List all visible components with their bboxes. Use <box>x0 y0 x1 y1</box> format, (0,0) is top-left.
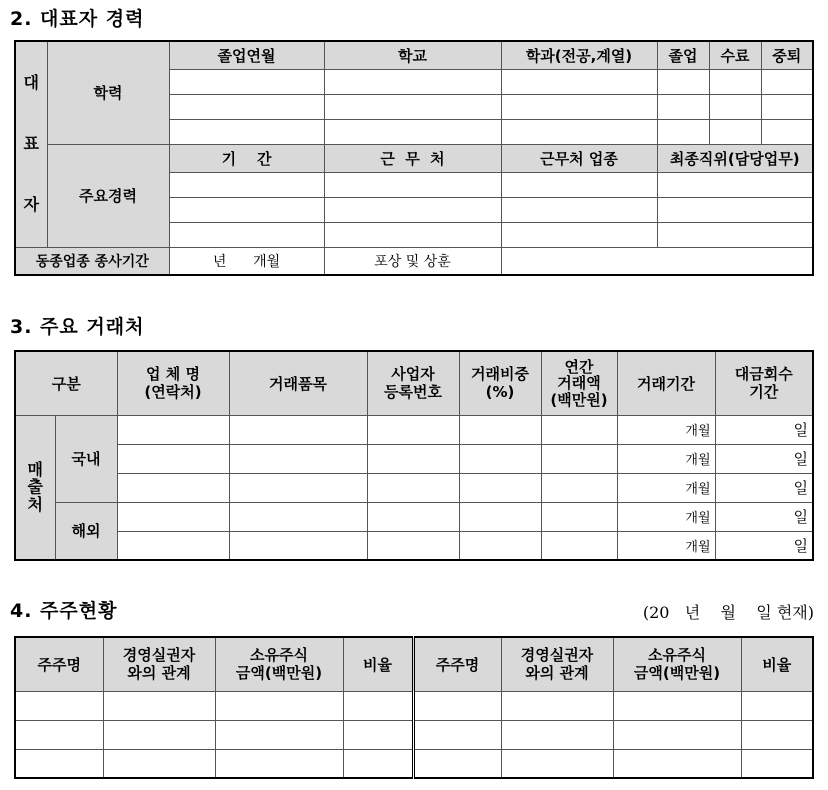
input-cell[interactable] <box>215 691 343 720</box>
input-cell[interactable] <box>761 69 813 94</box>
input-cell[interactable] <box>169 197 324 222</box>
input-cell[interactable] <box>103 720 215 749</box>
header-collection: 대금회수 기간 <box>715 351 813 415</box>
overseas-label: 해외 <box>55 502 117 560</box>
header-workplace: 근 무 처 <box>324 144 501 172</box>
input-cell[interactable] <box>117 502 229 531</box>
input-cell[interactable] <box>709 94 761 119</box>
domestic-label: 국내 <box>55 415 117 502</box>
input-cell[interactable] <box>324 119 501 144</box>
input-cell[interactable] <box>169 172 324 197</box>
header-annual: 연간 거래액 (백만원) <box>541 351 617 415</box>
section-3-title: 3. 주요 거래처 <box>10 316 145 338</box>
input-cell[interactable] <box>367 473 459 502</box>
input-cell[interactable] <box>709 119 761 144</box>
sales-side-label: 매 출 처 <box>15 415 55 560</box>
header-ratio: 비율 <box>343 637 413 691</box>
clients-table <box>14 350 814 561</box>
as-of-date: (20 년 월 일 현재) <box>642 603 814 622</box>
input-cell[interactable] <box>613 691 741 720</box>
input-cell[interactable] <box>501 94 657 119</box>
input-cell[interactable] <box>541 531 617 560</box>
input-cell[interactable] <box>501 119 657 144</box>
career-label: 주요경력 <box>47 144 169 247</box>
header-relation: 경영실권자 와의 관계 <box>501 637 613 691</box>
input-cell[interactable] <box>169 222 324 247</box>
header-amount: 소유주식 금액(백만원) <box>215 637 343 691</box>
input-cell[interactable] <box>169 119 324 144</box>
days-cell[interactable]: 일 <box>715 502 813 531</box>
header-position: 최종직위(담당업무) <box>657 144 813 172</box>
input-cell[interactable] <box>413 749 501 778</box>
header-ratio: 거래비중 (%) <box>459 351 541 415</box>
input-cell[interactable] <box>169 69 324 94</box>
input-cell[interactable] <box>459 444 541 473</box>
days-cell[interactable]: 일 <box>715 444 813 473</box>
input-cell[interactable] <box>501 197 657 222</box>
input-cell[interactable] <box>657 119 709 144</box>
input-cell[interactable] <box>741 691 813 720</box>
header-category: 구분 <box>15 351 117 415</box>
header-items: 거래품목 <box>229 351 367 415</box>
input-cell[interactable] <box>657 222 813 247</box>
input-cell[interactable] <box>657 69 709 94</box>
header-school: 학교 <box>324 41 501 69</box>
days-cell[interactable]: 일 <box>715 415 813 444</box>
months-cell[interactable]: 개월 <box>617 473 715 502</box>
input-cell[interactable] <box>117 444 229 473</box>
header-bizno: 사업자 등록번호 <box>367 351 459 415</box>
education-label: 학력 <box>47 41 169 144</box>
header-major: 학과(전공,계열) <box>501 41 657 69</box>
input-cell[interactable] <box>15 691 103 720</box>
input-cell[interactable] <box>459 473 541 502</box>
header-graduate: 졸업 <box>657 41 709 69</box>
input-cell[interactable] <box>324 172 501 197</box>
same-industry-label: 동종업종 종사기간 <box>15 247 169 275</box>
input-cell[interactable] <box>613 749 741 778</box>
ceo-side-label: 대 표 자 <box>15 41 47 247</box>
header-name: 주주명 <box>413 637 501 691</box>
input-cell[interactable] <box>343 720 413 749</box>
input-cell[interactable] <box>324 197 501 222</box>
years-months-cell[interactable]: 년 개월 <box>169 247 324 275</box>
input-cell[interactable] <box>229 531 367 560</box>
days-cell[interactable]: 일 <box>715 473 813 502</box>
input-cell[interactable] <box>459 415 541 444</box>
input-cell[interactable] <box>229 473 367 502</box>
input-cell[interactable] <box>413 691 501 720</box>
input-cell[interactable] <box>761 119 813 144</box>
section-4-title: 4. 주주현황 <box>10 600 118 622</box>
awards-input[interactable] <box>501 247 813 275</box>
input-cell[interactable] <box>215 720 343 749</box>
months-cell[interactable]: 개월 <box>617 531 715 560</box>
input-cell[interactable] <box>459 531 541 560</box>
input-cell[interactable] <box>709 69 761 94</box>
header-name: 주주명 <box>15 637 103 691</box>
days-cell[interactable]: 일 <box>715 531 813 560</box>
input-cell[interactable] <box>229 415 367 444</box>
header-relation: 경영실권자 와의 관계 <box>103 637 215 691</box>
input-cell[interactable] <box>324 94 501 119</box>
input-cell[interactable] <box>541 415 617 444</box>
input-cell[interactable] <box>459 502 541 531</box>
ceo-career-table <box>14 40 814 276</box>
input-cell[interactable] <box>367 415 459 444</box>
header-dropout: 중퇴 <box>761 41 813 69</box>
section-2-title: 2. 대표자 경력 <box>10 8 145 30</box>
header-period: 거래기간 <box>617 351 715 415</box>
input-cell[interactable] <box>501 69 657 94</box>
header-complete: 수료 <box>709 41 761 69</box>
input-cell[interactable] <box>229 502 367 531</box>
input-cell[interactable] <box>367 531 459 560</box>
input-cell[interactable] <box>657 172 813 197</box>
input-cell[interactable] <box>613 720 741 749</box>
input-cell[interactable] <box>229 444 367 473</box>
months-cell[interactable]: 개월 <box>617 502 715 531</box>
input-cell[interactable] <box>343 691 413 720</box>
input-cell[interactable] <box>541 444 617 473</box>
input-cell[interactable] <box>501 172 657 197</box>
input-cell[interactable] <box>413 720 501 749</box>
input-cell[interactable] <box>324 222 501 247</box>
awards-label: 포상 및 상훈 <box>324 247 501 275</box>
months-cell[interactable]: 개월 <box>617 415 715 444</box>
input-cell[interactable] <box>169 94 324 119</box>
input-cell[interactable] <box>741 749 813 778</box>
input-cell[interactable] <box>501 691 613 720</box>
input-cell[interactable] <box>541 473 617 502</box>
input-cell[interactable] <box>541 502 617 531</box>
input-cell[interactable] <box>501 222 657 247</box>
header-company: 업 체 명 (연락처) <box>117 351 229 415</box>
input-cell[interactable] <box>501 749 613 778</box>
input-cell[interactable] <box>103 691 215 720</box>
input-cell[interactable] <box>103 749 215 778</box>
header-ratio: 비율 <box>741 637 813 691</box>
input-cell[interactable] <box>117 473 229 502</box>
shareholders-table <box>14 636 814 779</box>
header-industry: 근무처 업종 <box>501 144 657 172</box>
input-cell[interactable] <box>117 415 229 444</box>
months-cell[interactable]: 개월 <box>617 444 715 473</box>
input-cell[interactable] <box>117 531 229 560</box>
header-amount: 소유주식 금액(백만원) <box>613 637 741 691</box>
input-cell[interactable] <box>15 720 103 749</box>
input-cell[interactable] <box>741 720 813 749</box>
header-period: 기 간 <box>169 144 324 172</box>
input-cell[interactable] <box>657 197 813 222</box>
input-cell[interactable] <box>367 444 459 473</box>
input-cell[interactable] <box>761 94 813 119</box>
input-cell[interactable] <box>501 720 613 749</box>
input-cell[interactable] <box>215 749 343 778</box>
header-grad-date: 졸업연월 <box>169 41 324 69</box>
input-cell[interactable] <box>657 94 709 119</box>
input-cell[interactable] <box>343 749 413 778</box>
input-cell[interactable] <box>367 502 459 531</box>
input-cell[interactable] <box>15 749 103 778</box>
input-cell[interactable] <box>324 69 501 94</box>
